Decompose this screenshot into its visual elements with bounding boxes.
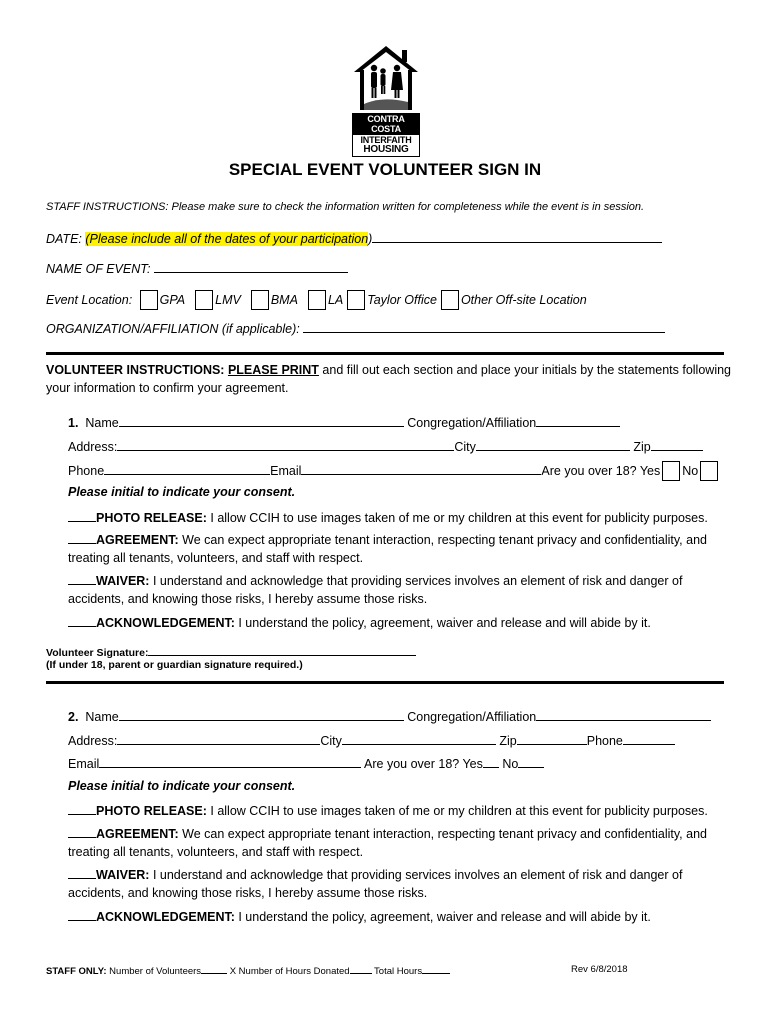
total-hours-label: Total Hours <box>371 966 423 977</box>
s1-phone-label: Phone <box>68 464 105 478</box>
s1-phone-field[interactable] <box>104 462 270 475</box>
s1-zip-field[interactable] <box>651 438 703 451</box>
s1-email-field[interactable] <box>301 462 541 475</box>
event-name-label: NAME OF EVENT: <box>46 262 154 276</box>
s1-photo-release <box>68 509 708 525</box>
s1-signature-field[interactable] <box>148 645 416 656</box>
s2-address-row <box>68 732 675 748</box>
event-name-field[interactable] <box>154 260 348 273</box>
s2-waiver-title: WAIVER: <box>96 868 150 882</box>
volunteer-instructions-rest: and fill out each section and place your initials by the statements following <box>318 363 731 377</box>
s2-yes-field[interactable] <box>483 755 499 768</box>
staff-instructions: STAFF INSTRUCTIONS: Please make sure to check the information written for completeness while the event is in session. <box>46 201 645 213</box>
s1-over18-label: Are you over 18? Yes <box>541 464 661 478</box>
s2-name-row <box>68 708 711 724</box>
s1-signature-row <box>46 645 416 659</box>
staff-only-footer <box>46 964 450 977</box>
option-bma: BMA <box>270 293 298 307</box>
s2-over18-label: Are you over 18? Yes <box>361 757 483 771</box>
section-divider-top <box>46 352 724 355</box>
date-highlight-note: (Please include all of the dates of your participation <box>85 232 369 246</box>
s1-address-label: Address: <box>68 440 118 454</box>
s1-zip-label: Zip <box>633 440 651 454</box>
s1-number: 1. <box>68 416 79 430</box>
volunteer-instructions-lead: VOLUNTEER INSTRUCTIONS: <box>46 363 228 377</box>
event-name-row <box>46 260 348 276</box>
option-lmv: LMV <box>215 293 241 307</box>
checkbox-other-offsite[interactable] <box>441 290 459 310</box>
s1-address-field[interactable] <box>117 438 454 451</box>
s1-ack-initial-field[interactable] <box>68 614 96 627</box>
logo-banner <box>352 113 420 135</box>
s1-waiver-initial-field[interactable] <box>68 572 96 585</box>
page-title: SPECIAL EVENT VOLUNTEER SIGN IN <box>228 160 542 179</box>
s1-no-label: No <box>682 464 699 478</box>
s2-address-field[interactable] <box>117 732 320 745</box>
s1-agreement <box>68 531 707 567</box>
s2-email-row <box>68 755 544 771</box>
s2-photo-text: I allow CCIH to use images taken of me or my children at this event for publicity purposes. <box>206 804 708 818</box>
logo-line-1: CONTRA COSTA <box>367 114 405 134</box>
logo-lower-box <box>352 135 420 157</box>
s1-waiver-text1: I understand and acknowledge that providing services involves an element of risk and danger of <box>149 574 683 588</box>
total-hours-field[interactable] <box>422 964 450 974</box>
event-location-label: Event Location: <box>46 293 136 307</box>
s2-no-label: No <box>498 757 519 771</box>
s1-congregation-field[interactable] <box>536 414 620 427</box>
organization-label: ORGANIZATION/AFFILIATION (if applicable): <box>46 322 304 336</box>
s1-checkbox-yes[interactable] <box>662 461 680 481</box>
s2-agreement <box>68 825 707 861</box>
s1-photo-title: PHOTO RELEASE: <box>96 511 207 525</box>
s1-acknowledgement <box>68 614 651 630</box>
s1-signature-label: Volunteer Signature: <box>46 647 149 659</box>
s2-waiver <box>68 866 682 902</box>
s1-congregation-label: Congregation/Affiliation <box>407 416 537 430</box>
checkbox-la[interactable] <box>308 290 326 310</box>
s2-name-label: Name <box>85 710 119 724</box>
date-close-paren: ) <box>368 232 373 246</box>
date-row <box>46 230 662 246</box>
s2-waiver-text1: I understand and acknowledge that providing services involves an element of risk and danger of <box>149 868 683 882</box>
s1-photo-initial-field[interactable] <box>68 509 96 522</box>
s1-checkbox-no[interactable] <box>700 461 718 481</box>
s2-phone-field[interactable] <box>623 732 675 745</box>
checkbox-taylor-office[interactable] <box>347 290 365 310</box>
s2-photo-release <box>68 802 708 818</box>
s2-name-field[interactable] <box>119 708 404 721</box>
s2-zip-field[interactable] <box>517 732 587 745</box>
s1-ack-text: I understand the policy, agreement, waiver and release and will abide by it. <box>234 616 651 630</box>
hours-donated-label: X Number of Hours Donated <box>227 966 350 977</box>
logo-line-3: HOUSING <box>363 144 409 155</box>
option-other-offsite: Other Off-site Location <box>460 293 587 307</box>
s2-phone-label: Phone <box>586 734 623 748</box>
s1-name-field[interactable] <box>119 414 404 427</box>
s1-phone-row <box>68 461 720 481</box>
s2-number: 2. <box>68 710 79 724</box>
s2-city-label: City <box>320 734 342 748</box>
checkbox-bma[interactable] <box>251 290 269 310</box>
s2-waiver-initial-field[interactable] <box>68 866 96 879</box>
s1-address-row <box>68 438 703 454</box>
hours-donated-field[interactable] <box>350 964 372 974</box>
s2-agreement-text2: treating all tenants, volunteers, and staff with respect. <box>68 845 364 859</box>
house-family-logo-icon <box>352 44 420 110</box>
please-print: PLEASE PRINT <box>227 363 319 377</box>
date-field[interactable] <box>372 230 662 243</box>
volunteer-instructions-line2: your information to confirm your agreement. <box>46 381 289 395</box>
s2-waiver-text2: accidents, and knowing those risks, I hereby assume those risks. <box>68 886 428 900</box>
s1-waiver-title: WAIVER: <box>96 574 150 588</box>
s1-photo-text: I allow CCIH to use images taken of me or my children at this event for publicity purposes. <box>206 511 708 525</box>
s2-photo-title: PHOTO RELEASE: <box>96 804 207 818</box>
s2-ack-initial-field[interactable] <box>68 908 96 921</box>
s2-email-field[interactable] <box>99 755 361 768</box>
event-location-row <box>46 290 587 310</box>
volunteers-count-label: Number of Volunteers <box>106 966 202 977</box>
s2-photo-initial-field[interactable] <box>68 802 96 815</box>
organization-field[interactable] <box>303 320 665 333</box>
volunteer-instructions <box>46 361 731 397</box>
s1-agreement-text1: We can expect appropriate tenant interaction, respecting tenant privacy and confidentiality, and <box>178 533 707 547</box>
date-label: DATE: <box>46 232 86 246</box>
s2-acknowledgement <box>68 908 651 924</box>
s2-ack-text: I understand the policy, agreement, waiver and release and will abide by it. <box>234 910 651 924</box>
s1-agreement-text2: treating all tenants, volunteers, and staff with respect. <box>68 551 364 565</box>
s1-city-field[interactable] <box>476 438 630 451</box>
s2-congregation-label: Congregation/Affiliation <box>407 710 537 724</box>
checkbox-lmv[interactable] <box>195 290 213 310</box>
s1-consent-note: Please initial to indicate your consent. <box>68 485 296 499</box>
s2-ack-title: ACKNOWLEDGEMENT: <box>96 910 235 924</box>
staff-only-label: STAFF ONLY: <box>46 966 107 977</box>
s1-name-label: Name <box>85 416 119 430</box>
ccih-logo <box>352 44 420 155</box>
revision-date: Rev 6/8/2018 <box>571 964 628 975</box>
logo-line-2: INTERFAITH <box>360 135 412 145</box>
s1-city-label: City <box>454 440 476 454</box>
organization-row <box>46 320 665 336</box>
s1-guardian-note: (If under 18, parent or guardian signature required.) <box>46 659 303 671</box>
s2-city-field[interactable] <box>342 732 496 745</box>
volunteers-count-field[interactable] <box>201 964 227 974</box>
option-la: LA <box>327 293 344 307</box>
s1-waiver <box>68 572 682 608</box>
s2-agreement-initial-field[interactable] <box>68 825 96 838</box>
s1-ack-title: ACKNOWLEDGEMENT: <box>96 616 235 630</box>
s1-agreement-initial-field[interactable] <box>68 531 96 544</box>
s1-email-label: Email <box>270 464 302 478</box>
s1-name-row <box>68 414 620 430</box>
option-taylor-office: Taylor Office <box>367 293 437 307</box>
s2-agreement-text1: We can expect appropriate tenant interaction, respecting tenant privacy and confidentiality, and <box>178 827 707 841</box>
s2-address-label: Address: <box>68 734 118 748</box>
s2-no-field[interactable] <box>518 755 544 768</box>
s2-congregation-field[interactable] <box>536 708 711 721</box>
option-gpa: GPA <box>159 293 186 307</box>
checkbox-gpa[interactable] <box>140 290 158 310</box>
s1-agreement-title: AGREEMENT: <box>96 533 179 547</box>
s1-waiver-text2: accidents, and knowing those risks, I hereby assume those risks. <box>68 592 428 606</box>
s2-consent-note: Please initial to indicate your consent. <box>68 779 296 793</box>
section-divider-middle <box>46 681 724 684</box>
s2-agreement-title: AGREEMENT: <box>96 827 179 841</box>
s2-email-label: Email <box>68 757 100 771</box>
s2-zip-label: Zip <box>499 734 517 748</box>
